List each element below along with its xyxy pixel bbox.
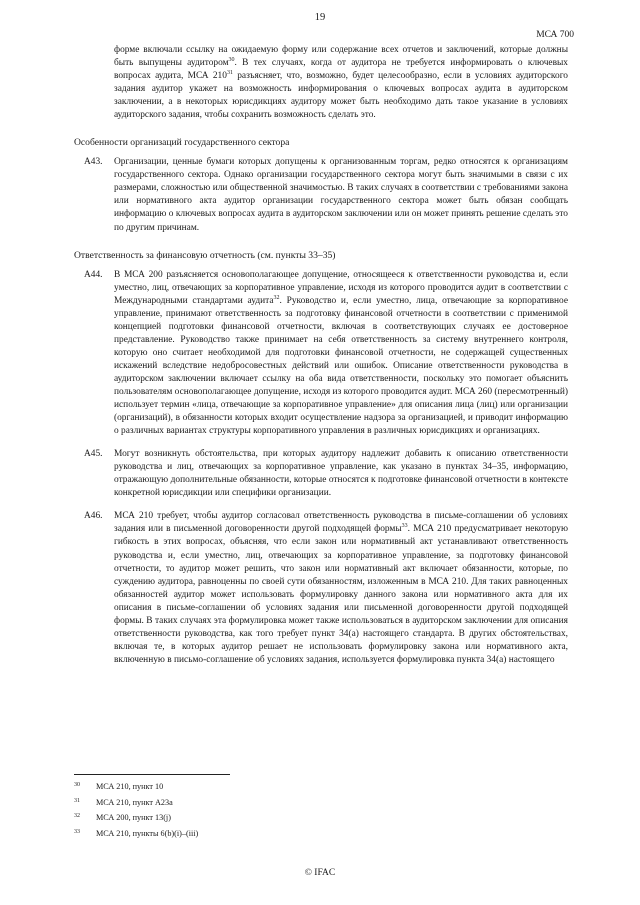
footnote-number: 32 [74,813,80,819]
footnote-item [74,797,568,808]
paragraph-text [114,269,568,439]
footnote-text: МСА 210, пункты 6(b)(i)–(iii) [96,828,199,838]
footnote-ref-32[interactable]: 32 [273,294,280,301]
paragraph-number: A43. [84,157,103,168]
footnote-ref-31[interactable]: 31 [226,69,233,76]
paragraph-text: Организации, ценные бумаги которых допущены к организованным торгам, редко относятся к организациям государственного сектора. Однако организации государственного сектора могут быть значимыми в связи с их размерами, сложностью или общественной значимостью. В таких случаях в соответствии с требованиями закона или нормативного акта аудитор организации государственного сектора может быть обязан сообщать информацию о ключевых вопросах аудита в аудиторском заключении или он может принять решение сделать это по другим причинам. [114,157,568,233]
standard-code-header: МСА 700 [536,30,574,40]
paragraph-text [114,510,568,667]
page-footer: © IFAC [304,868,336,878]
paragraph-a45 [74,448,568,500]
footnote-item [74,781,568,792]
footnote-item [74,828,568,839]
footnote-item [74,812,568,823]
a46-text-1: МСА 210 требует, чтобы аудитор согласовал ответственность руководства в письме-соглашении об условиях задания или в письменной договоренности другой подходящей формы [114,511,568,535]
a46-text-2: . МСА 210 предусматривает некоторую гибкость в этих вопросах, объясняя, что если закон или нормативный акт устанавливают ответственность руководства и, если уместно, лиц, отвечающих за корпоративное управление, за подготовку финансовой отчетности, то аудитор может решить, что закон или нормативный акт включает обязанности, которые, по суждению аудитора, равноценны по своей сути обязанностям, изложенным в МСА 210. Для таких равноценных обязанностей аудитор может использовать формулировку данного закона или нормативного акта для их описания в письме-соглашении об условиях задания или письменной договоренности другой подходящей формы. В таких случаях эта формулировка может также использоваться в аудиторском заключении для описания ответственности руководства, как того требует пункт 34(а) настоящего стандарта. В других обстоятельствах, включая те, в которых аудитор решает не использовать формулировку закона или нормативного акта, включенную в письмо-соглашение об условиях задания, используется формулировка пункта 34(а) настоящего [114,524,568,665]
footnote-divider [74,774,230,775]
intro-text-3: разъясняет, что, возможно, будет целесообразно, если в условиях аудиторского задания аудитор укажет на возможность информирования о ключевых вопросах аудита в аудиторском заключении, а в некоторых юрисдикциях аудитору может быть необходимо дать такое указание в условиях аудиторского задания, чтобы сохранить возможность сделать это. [114,71,568,121]
page-number: 19 [314,12,326,23]
paragraph-number: A46. [84,511,103,522]
footnote-number: 31 [74,797,80,804]
paragraph-text: Могут возникнуть обстоятельства, при которых аудитору надлежит добавить к описанию ответственности руководства и лиц, отвечающих за корпоративное управление, как указано в пунктах 34–35, информацию, отражающую дополнительные обязанности, которые относятся к подготовке финансовой отчетности в контексте конкретной юрисдикции или специфики организации. [114,449,568,499]
paragraph-a46 [74,510,568,667]
section-heading-responsibility: Ответственность за финансовую отчетность (см. пункты 33–35) [74,249,336,261]
footnote-text: МСА 210, пункт А23а [96,797,173,807]
footnotes [74,774,568,843]
footnote-number: 33 [74,828,80,835]
section-heading-public-sector: Особенности организаций государственного сектора [74,137,290,149]
a44-text-1: В МСА 200 разъясняется основополагающее допущение, относящееся к ответственности руководства и, если уместно, лиц, отвечающих за корпоративное управление, исходя из которого проводится аудит в соответствии с Международными стандартами аудита [114,269,568,306]
footnote-text: МСА 200, пункт 13(j) [96,813,171,822]
paragraph-number: A45. [84,449,103,460]
paragraph-a44 [74,269,568,439]
intro-text-1: форме включали ссылку на ожидаемую форму или содержание всех отчетов и заключений, которые должны быть выпущены аудитором [114,45,568,69]
intro-text-2: . В тех случаях, когда от аудитора не требуется информировать о ключевых вопросах аудита, МСА 210 [114,58,568,82]
a44-text-2: . Руководство и, если уместно, лица, отвечающие за корпоративное управление, принимают ответственность за подготовку финансовой отчетности в соответствии с применимой концепцией подготовки финансовой отчетности, включая в соответствующих случаях ее достоверное представление. Руководство также принимает на себя ответственность за систему внутреннего контроля, которую оно считает необходимой для подготовки финансовой отчетности, не содержащей существенных искажений вследствие недобросовестных действий или ошибок. Описание ответственности руководства в аудиторском заключении включает ссылку на оба вида ответственности, поскольку это помогает объяснить пользователям основополагающее допущение, исходя из которого проводится аудит. МСА 260 (пересмотренный) использует термин «лица, отвечающие за корпоративное управление» для описания лица (лиц) или организации (организаций), в обязанности которых входит осуществление надзора за организацией, и приводит информацию о различных вариантах структуры корпоративного управления в различных юрисдикциях и организациях. [114,295,569,437]
intro-continuation-paragraph [114,44,568,122]
footnote-text: МСА 210, пункт 10 [96,782,164,791]
footnote-number: 30 [74,782,80,788]
paragraph-a43 [74,156,568,234]
footnote-ref-30[interactable]: 30 [228,56,235,63]
paragraph-number: A44. [84,269,103,280]
page-body [74,44,568,677]
footnote-ref-33[interactable]: 33 [401,523,408,530]
